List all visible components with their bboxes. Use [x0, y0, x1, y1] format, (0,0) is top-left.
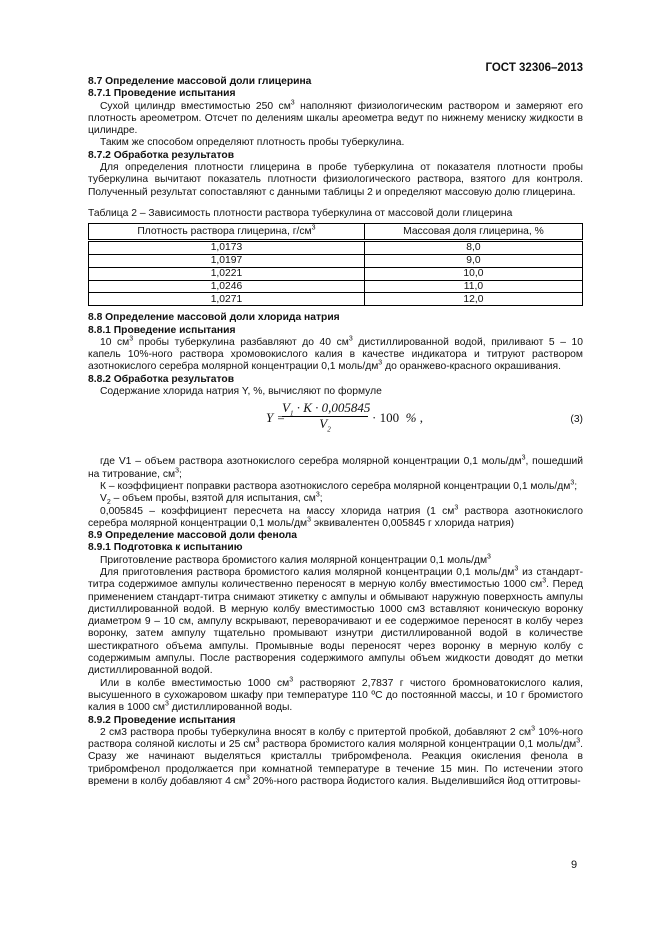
subsection-8-8-1-title: 8.8.1 Проведение испытания: [88, 324, 236, 336]
subsection-8-8-2-title: 8.8.2 Обработка результатов: [88, 373, 235, 385]
table-row: [89, 267, 583, 280]
formula-numerator: $V_1 \cdot K \cdot 0,005845$: [282, 400, 371, 418]
density-cell: 1,0221: [89, 267, 365, 280]
table-header-density: Плотность раствора глицерина, $г/см^3$: [89, 224, 365, 241]
page-number: 9: [571, 859, 578, 871]
table-row: [89, 255, 583, 268]
formula-multiplier: · 100 % ,: [372, 410, 423, 426]
paragraph-8-7-1: Сухой цилиндр вместимостью 250 $см^3$ наполняют физиологическим раствором и замеряют его плотность ареометром. Отсчет по делениям шкалы ареометра ведут по нижнему мениску жидкости в цилиндре.: [88, 99, 584, 137]
paragraph-8-9-2: 2 см3 раствора пробы туберкулина вносят в колбу с притертой пробкой, добавляют 2 $см^3$ 10%-ного раствора соляной кислоты и 25 $см^3$ раствора бромистого калия молярной концентрации 0,1 моль/$дм^3$. Сразу же начинают выделяться кристаллы трибромфенола. Реакция окисления фенола в трибромфенол продолжается при комнатной температуре в течение 15 мин. По истечении этого времени в колбу добавляют 4 $см^3$ 20%-ного раствора йодистого калия. Выделившийся йод оттитровы-: [88, 725, 583, 788]
table-row: [89, 280, 583, 293]
glycerol-cell: 8,0: [364, 241, 582, 255]
section-8-8-title: 8.8 Определение массовой доли хлорида натрия: [88, 312, 340, 324]
paragraph-8-7-1-b: Таким же способом определяют плотность пробы туберкулина.: [100, 137, 405, 149]
paragraph-8-9-1-b: Для приготовления раствора бромистого калия молярной концентрации 0,1 моль/$дм^3$ из стандарт-титра содержимое ампулы количественно переносят в мерную колбу вместимостью 1000 $см^3$. Перед применением стандарт-титра снимают этикетку с ампулы и обмывают наружную поверхность ампулы дистиллированной водой. В мерную колбу вместимостью 1000 см3 вставляют коническую воронку диаметром 9 – 10 см, ампулу вскрывают, переворачивают и ее содержимое переносят в колбу через воронку, затем ампулу тщательно промывают изнутри дистиллированной водой в количестве шестикратного объема ампулы. Промывные воды переносят через воронку в мерную колбу с содержимым ампулы. После растворения содержимого ампулы объем жидкости доводят до метки дистиллированной водой.: [88, 565, 583, 677]
paragraph-8-9-1-c: Или в колбе вместимостью 1000 $см^3$ растворяют 2,7837 г чистого бромноватокислого калия, высушенного в сухожаровом шкафу при температуре 110 ºС до постоянной массы, и 10 г бромистого калия в 1000 $см^3$ дистиллированной воды.: [88, 676, 583, 714]
formula-denominator: $V_2$: [319, 415, 331, 434]
glycerol-cell: 10,0: [364, 267, 582, 280]
table-header-glycerol: Массовая доля глицерина, %: [364, 224, 582, 241]
glycerol-cell: 12,0: [364, 293, 582, 306]
table-caption: Таблица 2 – Зависимость плотности раствора туберкулина от массовой доли глицерина: [88, 207, 513, 219]
page-content: [88, 76, 583, 788]
glycerol-cell: 11,0: [364, 280, 582, 293]
section-8-9-title: 8.9 Определение массовой доли фенола: [88, 530, 297, 542]
subsection-8-9-2-title: 8.9.2 Проведение испытания: [88, 714, 236, 726]
formula-lhs: Y =: [266, 410, 286, 426]
subsection-8-7-2-title: 8.7.2 Обработка результатов: [88, 149, 235, 161]
table-row: [89, 241, 583, 255]
glycerol-cell: 9,0: [364, 255, 582, 268]
subsection-8-9-1-title: 8.9.1 Подготовка к испытанию: [88, 542, 243, 554]
density-cell: 1,0197: [89, 255, 365, 268]
subsection-8-7-1-title: 8.7.1 Проведение испытания: [88, 88, 236, 100]
where-k: К – коэффициент поправки раствора азотнокислого серебра молярной концентрации 0,1 моль/$дм^3$;: [100, 479, 578, 492]
formula-3: [88, 402, 583, 448]
where-coefficient: 0,005845 – коэффициент пересчета на массу хлорида натрия (1 $см^3$ раствора азотнокислого серебра молярной концентрации 0,1 моль/$дм^3$ эквивалентен 0,005845 г хлорида натрия): [88, 504, 583, 529]
paragraph-8-9-1-a: Приготовление раствора бромистого калия молярной концентрации 0,1 моль/$дм^3$: [100, 553, 491, 566]
paragraph-8-7-2: Для определения плотности глицерина в пробе туберкулина от показателя плотности пробы туберкулина вычитают показатель плотности физиологического раствора, взятого для контроля. Полученный результат сопоставляют с данными таблицы 2 и определяют массовую долю глицерина.: [88, 162, 583, 198]
section-8-7-title: 8.7 Определение массовой доли глицерина: [88, 76, 312, 87]
density-cell: 1,0271: [89, 293, 365, 306]
density-cell: 1,0173: [89, 241, 365, 255]
where-v1: где V1 – объем раствора азотнокислого серебра молярной концентрации 0,1 моль/$дм^3$, пошедший на титрование, $см^3$;: [88, 454, 584, 480]
table-row: [89, 293, 583, 306]
paragraph-8-8-2: Содержание хлорида натрия Y, %, вычисляют по формуле: [100, 386, 382, 398]
density-cell: 1,0246: [89, 280, 365, 293]
glycerol-density-table: [88, 223, 583, 306]
formula-fraction: [282, 400, 371, 434]
paragraph-8-8-1: 10 $см^3$ пробы туберкулина разбавляют до 40 $см^3$ дистиллированной водой, приливают 5 – 10 капель 10%-ного раствора хромовокислого калия в качестве индикатора и титруют раствором азотнокислого серебра молярной концентрации 0,1 моль/$дм^3$ до оранжево-красного окрашивания.: [88, 335, 583, 373]
formula-number: (3): [570, 414, 583, 426]
where-v2: $V_2$ – объем пробы, взятой для испытания, $см^3$;: [100, 491, 323, 507]
document-header: ГОСТ 32306–2013: [485, 62, 583, 74]
